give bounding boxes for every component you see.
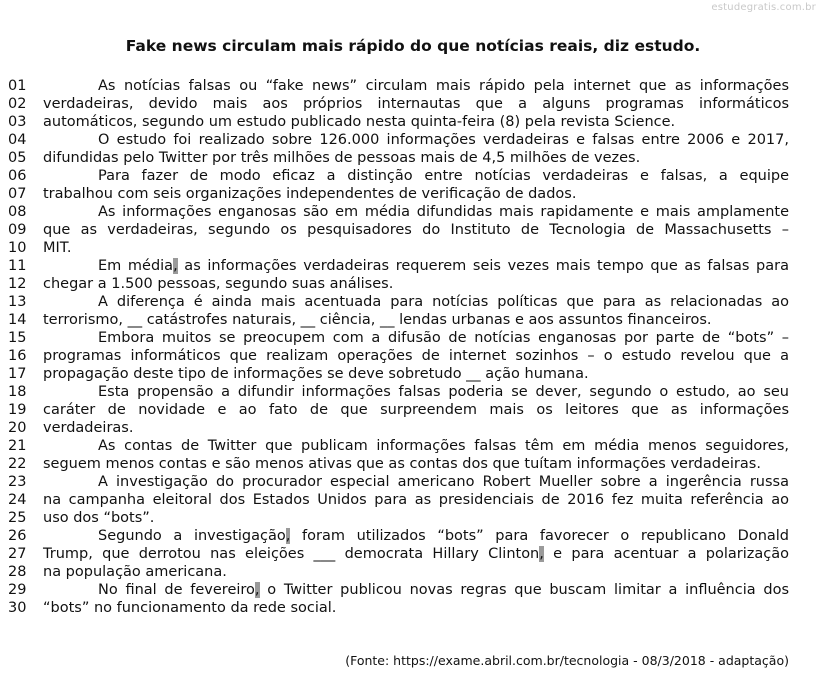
line-number: 13 bbox=[8, 294, 27, 310]
line-number: 20 bbox=[8, 420, 27, 436]
highlighted-comma: , bbox=[285, 528, 291, 544]
line-number: 03 bbox=[8, 114, 27, 130]
line-text: trabalhou com seis organizações independentes de verificação de dados. bbox=[43, 186, 577, 202]
line-number: 04 bbox=[8, 132, 27, 148]
line-text: No final de fevereiro, o Twitter publicou novas regras que buscam limitar a influência dos bbox=[98, 582, 789, 598]
line-number: 17 bbox=[8, 366, 27, 382]
line-number: 30 bbox=[8, 600, 27, 616]
line-number: 08 bbox=[8, 204, 27, 220]
line-text: A diferença é ainda mais acentuada para notícias políticas que para as relacionadas ao bbox=[98, 294, 789, 310]
line-number: 11 bbox=[8, 258, 27, 274]
line-number: 10 bbox=[8, 240, 27, 256]
line-number: 12 bbox=[8, 276, 27, 292]
line-text: verdadeiras, devido mais aos próprios internautas que a alguns programas informáticos bbox=[43, 96, 789, 112]
page-title: Fake news circulam mais rápido do que notícias reais, diz estudo. bbox=[125, 37, 701, 55]
line-number: 21 bbox=[8, 438, 27, 454]
line-number: 18 bbox=[8, 384, 27, 400]
line-text: chegar a 1.500 pessoas, segundo suas análises. bbox=[43, 276, 394, 292]
line-number: 14 bbox=[8, 312, 27, 328]
line-number: 19 bbox=[8, 402, 27, 418]
line-text: As notícias falsas ou “fake news” circulam mais rápido pela internet que as informações bbox=[98, 78, 789, 94]
line-text: que as verdadeiras, segundo os pesquisadores do Instituto de Tecnologia de Massachusetts – bbox=[43, 222, 789, 238]
highlighted-comma: , bbox=[254, 582, 260, 598]
line-text: caráter de novidade e ao fato de que surpreendem mais os leitores que as informações bbox=[43, 402, 789, 418]
line-number: 24 bbox=[8, 492, 27, 508]
line-number: 22 bbox=[8, 456, 27, 472]
line-text: seguem menos contas e são menos ativas que as contas dos que tuítam informações verdadeiras. bbox=[43, 456, 761, 472]
line-text: Esta propensão a difundir informações falsas poderia se dever, segundo o estudo, ao seu bbox=[98, 384, 789, 400]
line-number: 02 bbox=[8, 96, 27, 112]
line-number: 23 bbox=[8, 474, 27, 490]
line-text: na campanha eleitoral dos Estados Unidos para as presidenciais de 2016 fez muita referência ao bbox=[43, 492, 789, 508]
line-text: Embora muitos se preocupem com a difusão de notícias enganosas por parte de “bots” – bbox=[98, 330, 789, 346]
line-text: A investigação do procurador especial americano Robert Mueller sobre a ingerência russa bbox=[98, 474, 789, 490]
line-number: 25 bbox=[8, 510, 27, 526]
line-text: na população americana. bbox=[43, 564, 227, 580]
line-text: As informações enganosas são em média difundidas mais rapidamente e mais amplamente bbox=[98, 204, 789, 220]
highlighted-comma: , bbox=[539, 546, 544, 562]
line-text: Trump, que derrotou nas eleições ___ democrata Hillary Clinton, e para acentuar a polarização bbox=[43, 546, 789, 562]
line-text: verdadeiras. bbox=[43, 420, 134, 436]
line-number: 16 bbox=[8, 348, 27, 364]
line-text: uso dos “bots”. bbox=[43, 510, 155, 526]
line-text: “bots” no funcionamento da rede social. bbox=[43, 600, 337, 616]
line-text: programas informáticos que realizam operações de internet sozinhos – o estudo revelou que a bbox=[43, 348, 789, 364]
line-number: 07 bbox=[8, 186, 27, 202]
line-text: As contas de Twitter que publicam informações falsas têm em média menos seguidores, bbox=[98, 438, 789, 454]
line-text: Em média, as informações verdadeiras requerem seis vezes mais tempo que as falsas para bbox=[98, 258, 789, 274]
line-text: Para fazer de modo eficaz a distinção entre notícias verdadeiras e falsas, a equipe bbox=[98, 168, 789, 184]
highlighted-comma: , bbox=[173, 258, 178, 274]
line-text: Segundo a investigação, foram utilizados “bots” para favorecer o republicano Donald bbox=[98, 528, 789, 544]
line-number: 06 bbox=[8, 168, 27, 184]
line-text: propagação deste tipo de informações se deve sobretudo __ ação humana. bbox=[43, 366, 589, 382]
line-text: MIT. bbox=[43, 240, 72, 256]
watermark: estudegratis.com.br bbox=[711, 2, 816, 13]
line-number: 09 bbox=[8, 222, 27, 238]
line-text: difundidas pelo Twitter por três milhões de pessoas mais de 4,5 milhões de vezes. bbox=[43, 150, 641, 166]
line-text: terrorismo, __ catástrofes naturais, __ ciência, __ lendas urbanas e aos assuntos financeiros. bbox=[43, 312, 712, 328]
line-number: 28 bbox=[8, 564, 27, 580]
line-number: 27 bbox=[8, 546, 27, 562]
line-number: 15 bbox=[8, 330, 27, 346]
line-number: 29 bbox=[8, 582, 27, 598]
line-number: 26 bbox=[8, 528, 27, 544]
line-number: 05 bbox=[8, 150, 27, 166]
source-citation: (Fonte: https://exame.abril.com.br/tecnologia - 08/3/2018 - adaptação) bbox=[345, 653, 789, 668]
line-text: O estudo foi realizado sobre 126.000 informações verdadeiras e falsas entre 2006 e 2017, bbox=[98, 132, 789, 148]
line-text: automáticos, segundo um estudo publicado nesta quinta-feira (8) pela revista Science. bbox=[43, 114, 676, 130]
line-number: 01 bbox=[8, 78, 27, 94]
